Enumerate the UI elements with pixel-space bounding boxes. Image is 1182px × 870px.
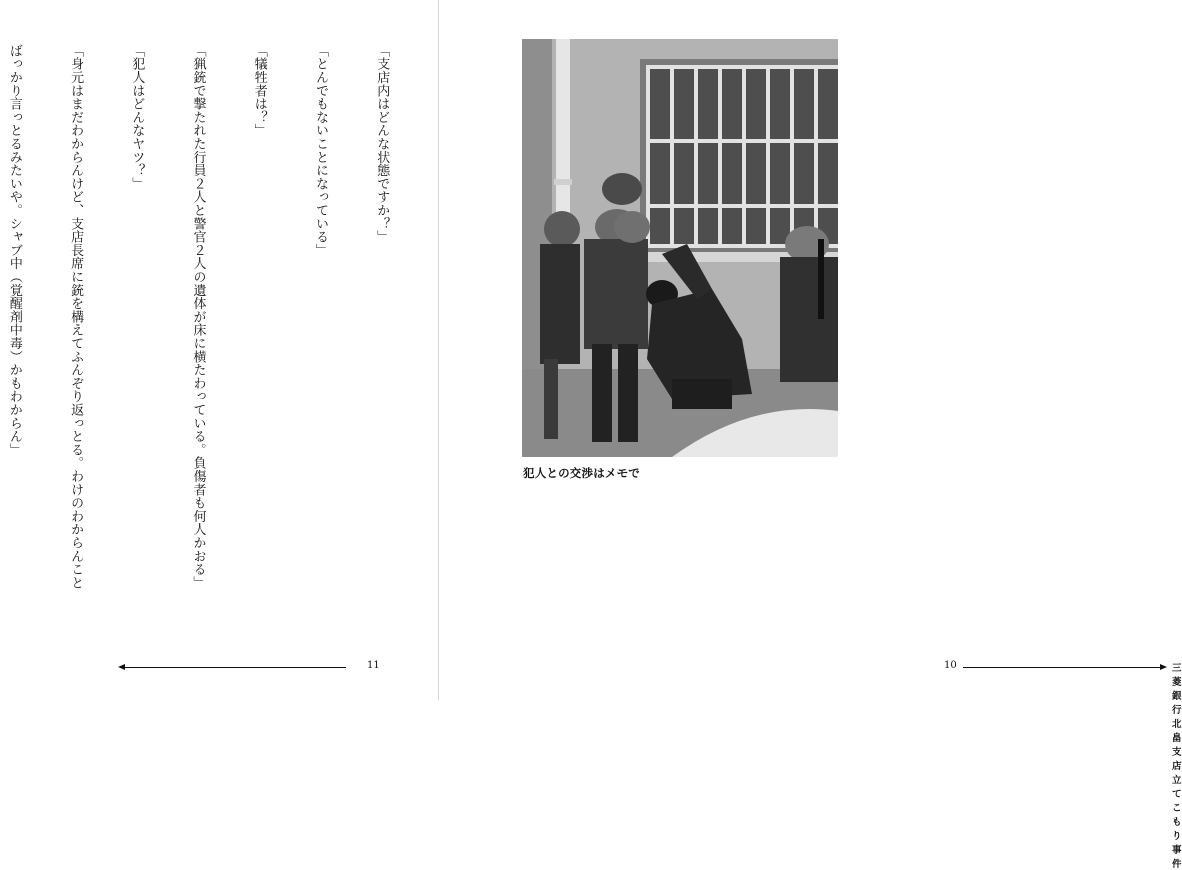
text-line: ばっかり言っとるみたいや。シャブ中（覚醒剤中毒）かもわからん」 <box>6 44 22 457</box>
page-number: 11 <box>367 660 380 671</box>
text-line: 「猟銃で撃たれた行員２人と警官２人の遺体が床に横たわっている。負傷者も何人かおる」 <box>190 44 206 590</box>
text-line: 「犠牲者は？」 <box>251 44 267 138</box>
text-line: 「犯人はどんなヤツ？」 <box>129 44 145 191</box>
page-number: 10 <box>944 660 957 671</box>
photo-negotiation-scene <box>522 39 838 457</box>
text-line: 「とんでもないことになっている」 <box>312 44 328 257</box>
footer-rule <box>963 667 1161 668</box>
body-text <box>6 44 432 604</box>
left-page <box>0 0 438 700</box>
text-line: 「身元はまだわからんけど、支店長席に銃を構えてふんぞり返っとる。わけのわからんこと <box>68 44 84 590</box>
photo-caption: 犯人との交渉はメモで <box>523 466 640 480</box>
footer-rule <box>124 667 346 668</box>
running-title: 三菱銀行北畠支店立てこもり事件 <box>1172 663 1182 870</box>
text-line: 「支店内はどんな状態ですか？」 <box>374 44 390 244</box>
